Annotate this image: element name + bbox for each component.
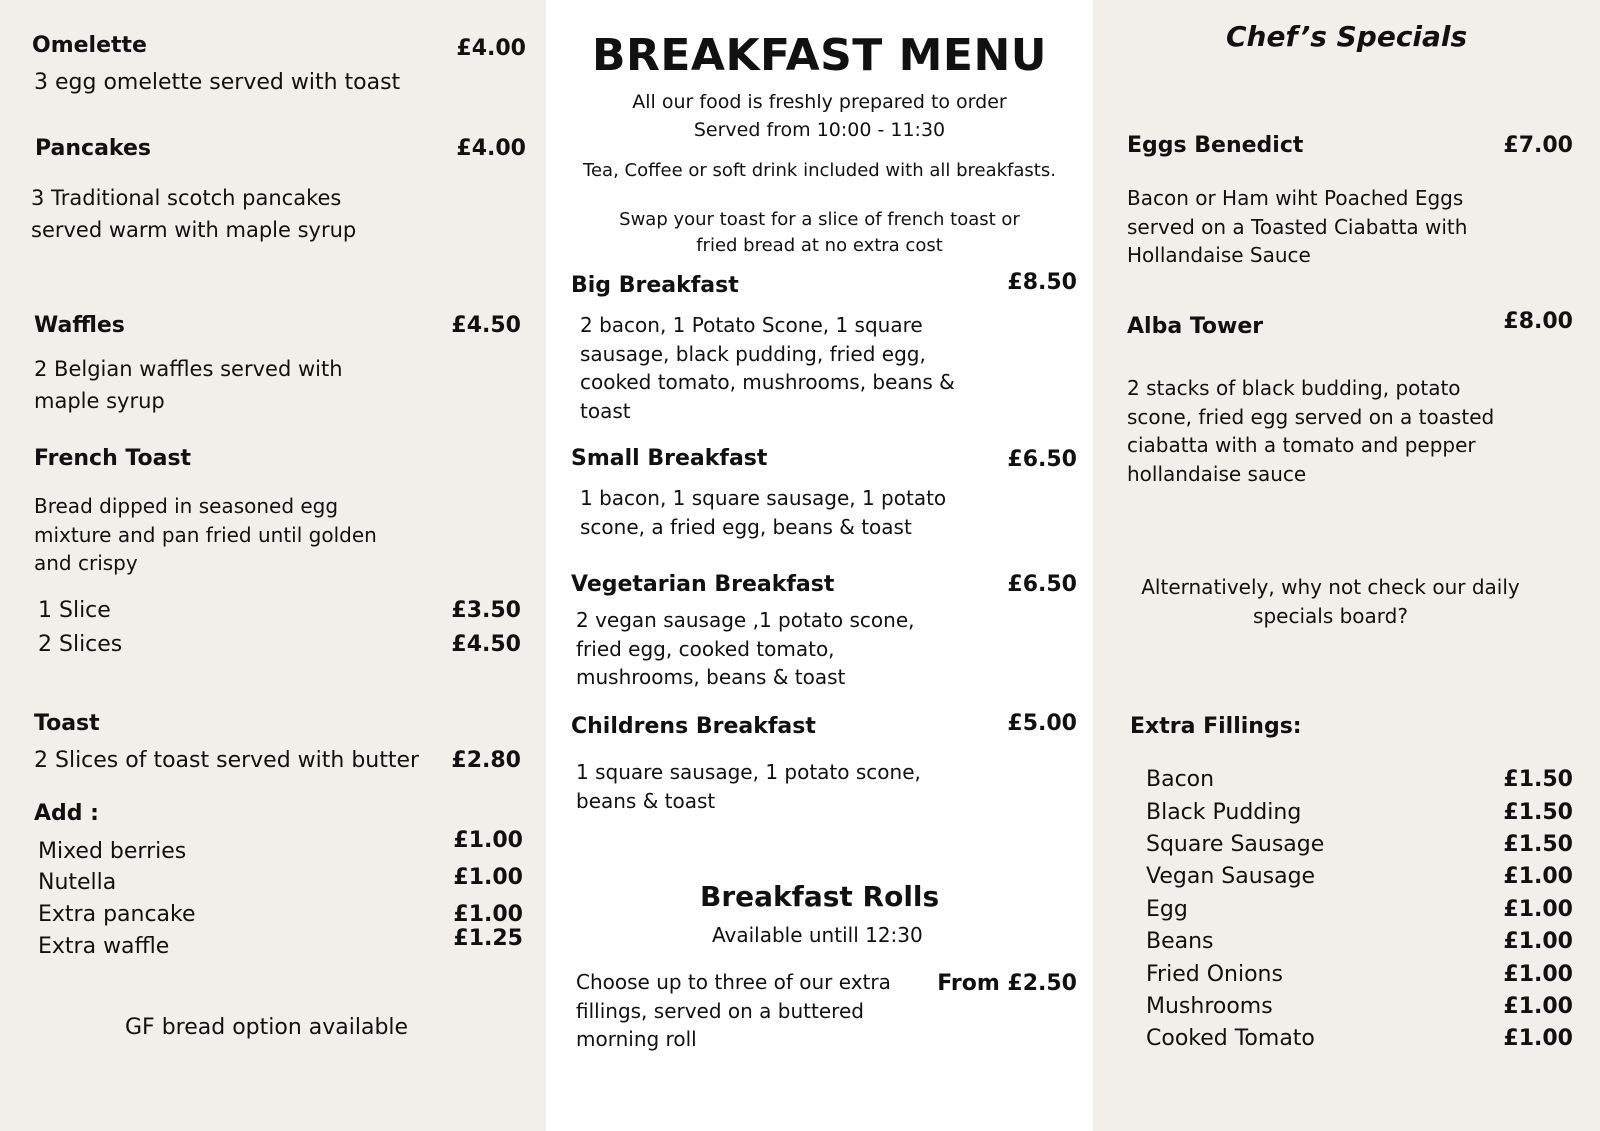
omelette-desc: 3 egg omelette served with toast (34, 70, 401, 95)
alba-tower-desc: 2 stacks of black budding, potato scone, fried egg served on a toasted ciabatta with a tomato and pepper hollandaise sauce (1127, 376, 1495, 486)
drinks-note: Tea, Coffee or soft drink included with all breakfasts. (583, 160, 1056, 181)
alba-tower-price: £8.00 (1503, 309, 1573, 334)
childrens-breakfast-price: £5.00 (1007, 711, 1077, 736)
filling-item-price: £1.00 (1503, 994, 1573, 1019)
toast-price: £2.80 (451, 748, 521, 773)
extra-fillings-heading: Extra Fillings: (1130, 714, 1302, 739)
filling-item: Bacon (1146, 767, 1215, 792)
omelette-price: £4.00 (456, 36, 526, 61)
filling-item: Black Pudding (1146, 800, 1302, 825)
pancakes-name: Pancakes (35, 136, 151, 161)
small-breakfast-name: Small Breakfast (571, 446, 768, 471)
childrens-breakfast-name: Childrens Breakfast (571, 714, 816, 739)
big-breakfast-desc: 2 bacon, 1 Potato Scone, 1 square sausage, black pudding, fried egg, cooked tomato, mushrooms, beans & toast (580, 313, 955, 423)
filling-item: Beans (1146, 929, 1214, 954)
add-item: Extra pancake (38, 902, 196, 927)
toast-name: Toast (34, 711, 100, 736)
french-toast-option: 2 Slices (38, 632, 123, 657)
vegetarian-breakfast-name: Vegetarian Breakfast (571, 572, 835, 597)
filling-item: Mushrooms (1146, 994, 1273, 1019)
eggs-benedict-price: £7.00 (1503, 133, 1573, 158)
filling-item: Egg (1146, 897, 1188, 922)
vegetarian-breakfast-price: £6.50 (1007, 572, 1077, 597)
filling-item-price: £1.00 (1503, 897, 1573, 922)
left-menu-panel (0, 0, 546, 1131)
french-toast-name: French Toast (34, 446, 192, 471)
waffles-price: £4.50 (451, 313, 521, 338)
middle-menu-panel (546, 0, 1093, 1131)
specials-board-note: Alternatively, why not check our daily specials board? (1141, 575, 1520, 628)
pancakes-price: £4.00 (456, 136, 526, 161)
right-menu-panel (1093, 0, 1600, 1131)
add-item: Mixed berries (38, 839, 187, 864)
swap-note-line2: fried bread at no extra cost (696, 235, 943, 256)
filling-item: Fried Onions (1146, 962, 1283, 987)
add-item-price: £1.00 (453, 828, 523, 853)
toast-desc: 2 Slices of toast served with butter (34, 748, 420, 773)
add-item-price: £1.00 (453, 902, 523, 927)
french-toast-option-price: £3.50 (451, 598, 521, 623)
filling-item-price: £1.00 (1503, 929, 1573, 954)
childrens-breakfast-desc: 1 square sausage, 1 potato scone, beans & toast (576, 760, 921, 813)
filling-item-price: £1.00 (1503, 1026, 1573, 1051)
filling-item: Square Sausage (1146, 832, 1325, 857)
filling-item-price: £1.00 (1503, 864, 1573, 889)
filling-item-price: £1.50 (1503, 800, 1573, 825)
filling-item-price: £1.50 (1503, 767, 1573, 792)
french-toast-desc: Bread dipped in seasoned egg mixture and pan fried until golden and crispy (34, 494, 377, 575)
gf-note: GF bread option available (125, 1015, 409, 1040)
big-breakfast-name: Big Breakfast (571, 273, 739, 298)
menu-subtitle-fresh: All our food is freshly prepared to order (632, 91, 1007, 113)
filling-item: Vegan Sausage (1146, 864, 1316, 889)
rolls-availability: Available untill 12:30 (712, 923, 923, 947)
small-breakfast-price: £6.50 (1007, 447, 1077, 472)
eggs-benedict-desc: Bacon or Ham wiht Poached Eggs served on a Toasted Ciabatta with Hollandaise Sauce (1127, 186, 1468, 267)
vegetarian-breakfast-desc: 2 vegan sausage ,1 potato scone, fried egg, cooked tomato, mushrooms, beans & toast (576, 608, 915, 689)
alba-tower-name: Alba Tower (1127, 314, 1264, 339)
big-breakfast-price: £8.50 (1007, 270, 1077, 295)
rolls-price: From £2.50 (937, 971, 1077, 996)
omelette-name: Omelette (32, 33, 147, 58)
add-item-price: £1.25 (453, 926, 523, 951)
add-item: Nutella (38, 870, 117, 895)
add-item-price: £1.00 (453, 865, 523, 890)
swap-note-line1: Swap your toast for a slice of french toast or (619, 209, 1020, 230)
add-item: Extra waffle (38, 934, 170, 959)
filling-item-price: £1.50 (1503, 832, 1573, 857)
french-toast-option: 1 Slice (38, 598, 111, 623)
menu-subtitle-hours: Served from 10:00 - 11:30 (693, 119, 946, 141)
small-breakfast-desc: 1 bacon, 1 square sausage, 1 potato scone, a fried egg, beans & toast (580, 486, 947, 539)
pancakes-desc: 3 Traditional scotch pancakes served warm with maple syrup (31, 186, 357, 242)
french-toast-option-price: £4.50 (451, 632, 521, 657)
waffles-name: Waffles (34, 313, 125, 338)
add-heading: Add : (34, 801, 99, 826)
filling-item-price: £1.00 (1503, 962, 1573, 987)
rolls-title: Breakfast Rolls (700, 880, 940, 913)
specials-title: Chef’s Specials (1226, 20, 1468, 53)
rolls-desc: Choose up to three of our extra fillings, served on a buttered morning roll (576, 970, 891, 1051)
eggs-benedict-name: Eggs Benedict (1127, 133, 1304, 158)
filling-item: Cooked Tomato (1146, 1026, 1315, 1051)
menu-title: BREAKFAST MENU (591, 30, 1048, 81)
waffles-desc: 2 Belgian waffles served with maple syrup (34, 357, 343, 413)
